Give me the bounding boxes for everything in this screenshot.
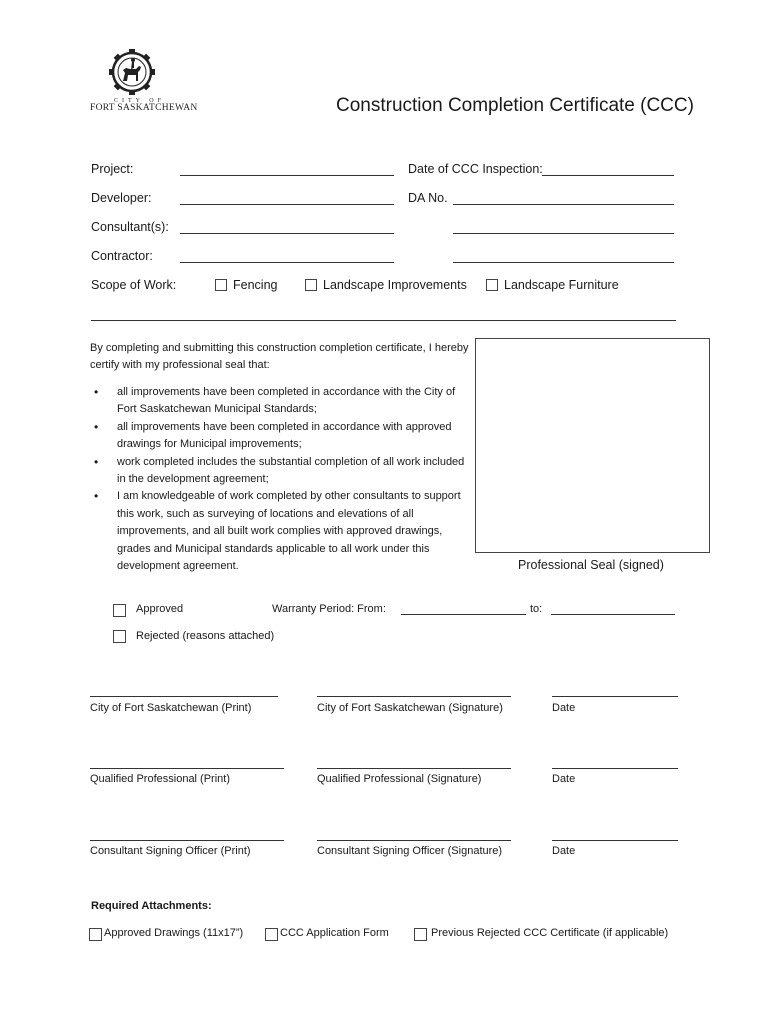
warranty-to-line[interactable] — [551, 614, 675, 615]
contractor-extra-line[interactable] — [453, 262, 674, 263]
consultant-date-line[interactable] — [552, 840, 678, 841]
landscape-furniture-checkbox[interactable] — [486, 279, 498, 291]
fencing-label: Fencing — [233, 278, 278, 292]
approved-drawings-label: Approved Drawings (11x17”) — [104, 927, 244, 939]
da-no-input-line[interactable] — [453, 204, 674, 205]
certification-item: • work completed includes the substantial completion of all work included in the development agreement; — [90, 454, 470, 489]
fencing-checkbox[interactable] — [215, 279, 227, 291]
consultant-print-label: Consultant Signing Officer (Print) — [90, 845, 251, 857]
approved-checkbox[interactable] — [113, 604, 126, 617]
previous-rejected-label: Previous Rejected CCC Certificate (if applicable) — [431, 927, 669, 939]
warranty-from-label: Warranty Period: From: — [272, 603, 386, 615]
qp-print-label: Qualified Professional (Print) — [90, 773, 231, 785]
da-no-label: DA No. — [408, 191, 448, 205]
contractor-label: Contractor: — [91, 249, 153, 263]
certification-item: • all improvements have been completed in accordance with approved drawings for Municipal improvements; — [90, 419, 470, 454]
qp-date-line[interactable] — [552, 768, 678, 769]
rejected-checkbox[interactable] — [113, 630, 126, 643]
qp-signature-line[interactable] — [317, 768, 511, 769]
project-input-line[interactable] — [180, 175, 394, 176]
ccc-inspection-date-line[interactable] — [542, 175, 674, 176]
approved-drawings-checkbox[interactable] — [89, 928, 102, 941]
warranty-from-line[interactable] — [401, 614, 526, 615]
certification-item: • all improvements have been completed in accordance with the City of Fort Saskatchewan Municipal Standards; — [90, 384, 470, 419]
landscape-improvements-checkbox[interactable] — [305, 279, 317, 291]
ccc-application-form-checkbox[interactable] — [265, 928, 278, 941]
professional-seal-box[interactable] — [475, 338, 710, 553]
city-signature-label: City of Fort Saskatchewan (Signature) — [317, 702, 503, 714]
qp-print-line[interactable] — [90, 768, 284, 769]
qp-date-label: Date — [552, 773, 576, 785]
developer-input-line[interactable] — [180, 204, 394, 205]
scope-of-work-label: Scope of Work: — [91, 278, 177, 292]
certification-intro: By completing and submitting this construction completion certificate, I hereby certify with my professional seal that: — [90, 342, 469, 372]
city-print-label: City of Fort Saskatchewan (Print) — [90, 702, 252, 714]
consultant-signature-line[interactable] — [317, 840, 511, 841]
city-print-line[interactable] — [90, 696, 278, 697]
consultants-label: Consultant(s): — [91, 220, 169, 234]
logo-city-text: CITY OF — [114, 98, 165, 104]
project-label: Project: — [91, 162, 134, 176]
city-logo — [90, 46, 198, 116]
consultant-date-label: Date — [552, 845, 576, 857]
landscape-furniture-label: Landscape Furniture — [504, 278, 619, 292]
landscape-improvements-label: Landscape Improvements — [323, 278, 467, 292]
consultant-signature-label: Consultant Signing Officer (Signature) — [317, 845, 503, 857]
certification-item: • I am knowledgeable of work completed by other consultants to support this work, such as surveying of locations and elevations of all improvements, and all built work complies with approved drawings, grades and Municipal standards applicable to all work under this development agreement. — [90, 488, 470, 575]
ccc-inspection-date-label: Date of CCC Inspection: — [408, 162, 543, 176]
certification-list — [90, 384, 470, 575]
city-crest-icon — [90, 46, 185, 101]
consultants-input-line[interactable] — [180, 233, 394, 234]
ccc-application-form-label: CCC Application Form — [280, 927, 389, 939]
developer-label: Developer: — [91, 191, 152, 205]
logo-name-text: FORT SASKATCHEWAN — [90, 103, 198, 113]
city-signature-line[interactable] — [317, 696, 511, 697]
section-divider — [91, 320, 676, 321]
consultant-print-line[interactable] — [90, 840, 284, 841]
warranty-to-label: to: — [530, 603, 543, 615]
previous-rejected-checkbox[interactable] — [414, 928, 427, 941]
rejected-label: Rejected (reasons attached) — [136, 630, 275, 642]
qp-signature-label: Qualified Professional (Signature) — [317, 773, 482, 785]
seal-caption: Professional Seal (signed) — [518, 558, 664, 572]
consultants-extra-line[interactable] — [453, 233, 674, 234]
contractor-input-line[interactable] — [180, 262, 394, 263]
attachments-heading: Required Attachments: — [91, 900, 212, 912]
approved-label: Approved — [136, 603, 184, 615]
city-date-label: Date — [552, 702, 576, 714]
city-date-line[interactable] — [552, 696, 678, 697]
document-title: Construction Completion Certificate (CCC) — [336, 95, 694, 116]
